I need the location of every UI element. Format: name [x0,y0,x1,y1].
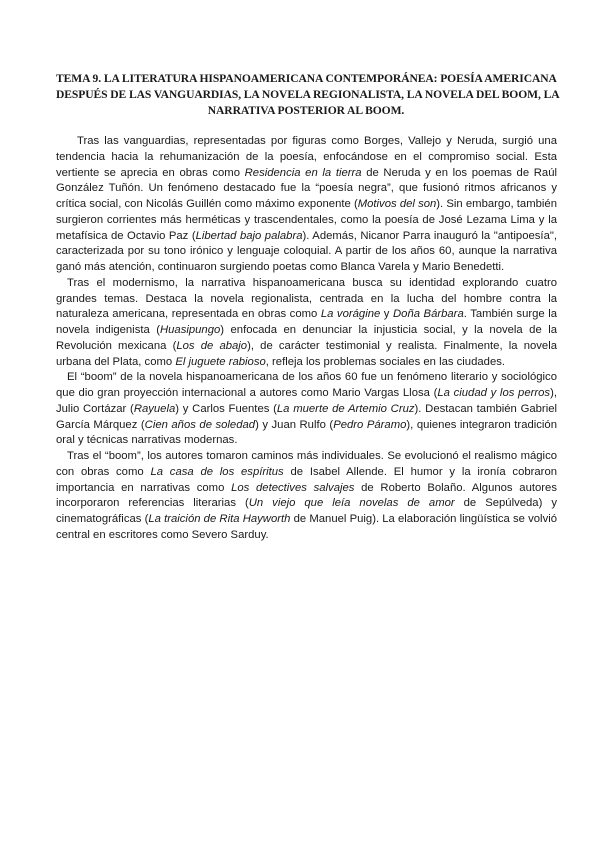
work-title: Doña Bárbara [393,308,464,321]
work-title: Los detectives salvajes [231,481,355,494]
paragraph [56,276,557,371]
work-title: La vorágine [320,308,381,321]
work-title: La ciudad y los perros [437,387,551,399]
text-run: ), de carácter testimonial y realista. Finalmente, la novela urbana del Plata, como [56,339,557,368]
title-line: TEMA 9. LA LITERATURA HISPANOAMERICANA CONTEMPORÁNEA: POESÍA AMERICANA [56,72,557,85]
text-run: Tras las vanguardias, representadas por figuras como Borges, Vallejo y Neruda, surgió una tendencia hacia la rehumanización de la poesía, enfocándose en el compromiso social. Esta vertiente se aprecia en obras como [56,135,557,179]
work-title: El juguete rabioso [175,355,266,368]
text-run: . También surge la novela indigenista ( [56,308,558,336]
work-title: Cien años de soledad [144,418,256,431]
text-run: ), Julio Cortázar ( [56,387,557,415]
work-title: Pedro Páramo [333,418,407,431]
work-title: Un viejo que leía novelas de amor [248,497,455,510]
paragraph [56,449,557,544]
work-title: Rayuela [133,402,176,415]
text-run: de Manuel Puig). La elaboración lingüística se volvió central en escritores como Severo Sarduy. [56,513,558,541]
text-run: Tras el modernismo, la narrativa hispanoamericana busca su identidad explorando cuatro grandes temas. Destaca la novela regionalista, centrada en la lucha del hombre contra la naturaleza americana, representada en obras como [56,276,557,321]
work-title: Residencia en la tierra [244,166,362,179]
text-run: ) enfocada en denunciar la injusticia social, y la novela de la Revolución mexicana ( [56,324,557,352]
text-run: ) y Carlos Fuentes ( [175,402,277,415]
text-run: de Neruda y en los poemas de Raúl González Tuñón. Un fenómeno destacado fue la “poesía negra”, que fusionó ritmos africanos y crítica social, con Nicolás Guillén como máximo exponente ( [56,166,558,210]
work-title: La casa de los espíritus [150,465,284,478]
text-run: , refleja los problemas sociales en las ciudades. [265,355,506,368]
work-title: La muerte de Artemio Cruz [276,402,415,415]
text-run: ). Además, Nicanor Parra inauguró la "antipoesía", caracterizada por su tono irónico y lenguaje coloquial. A partir de los años 60, aunque la narrativa ganó más atención, continuaron surgiendo poetas como Blanca Varela y Mario Benedetti. [56,229,557,273]
text-run: y [380,308,393,321]
text-run: de Roberto Bolaño. Algunos autores incorporaron referencias literarias ( [56,481,557,510]
work-title: La traición de Rita Hayworth [148,513,291,525]
text-run: Tras el “boom”, los autores tomaron caminos más individuales. Se evolucionó el realismo mágico con obras como [56,450,557,478]
text-run: ) y Juan Rulfo ( [255,418,334,431]
work-title: Motivos del son [357,198,437,210]
document-body [56,134,557,544]
work-title: Los de abajo [176,339,248,352]
page-title [56,71,560,119]
paragraph [56,134,557,276]
work-title: Libertad bajo palabra [195,229,303,242]
paragraph [56,370,557,449]
text-run: ). Sin embargo, también surgieron corrientes más herméticas y trascendentales, como la poesía de José Lezama Lima y la metafísica de Octavio Paz ( [56,198,557,242]
title-line: DESPUÉS DE LAS VANGUARDIAS, LA NOVELA REGIONALISTA, LA NOVELA DEL BOOM, LA [56,88,560,101]
title-line: NARRATIVA POSTERIOR AL BOOM. [207,104,405,117]
text-run: El “boom” de la novela hispanoamericana de los años 60 fue un fenómeno literario y sociológico que dio gran proyección internacional a autores como Mario Vargas Llosa ( [56,371,557,399]
text-run: de Sepúlveda) y cinematográficas ( [56,497,557,525]
text-run: ). Destacan también Gabriel García Márquez ( [56,402,558,431]
work-title: Huasipungo [159,324,221,336]
text-run: ), quienes integraron tradición oral y técnicas narrativas modernas. [56,418,557,447]
text-run: de Isabel Allende. El humor y la ironía cobraron importancia en narrativas como [56,465,558,494]
